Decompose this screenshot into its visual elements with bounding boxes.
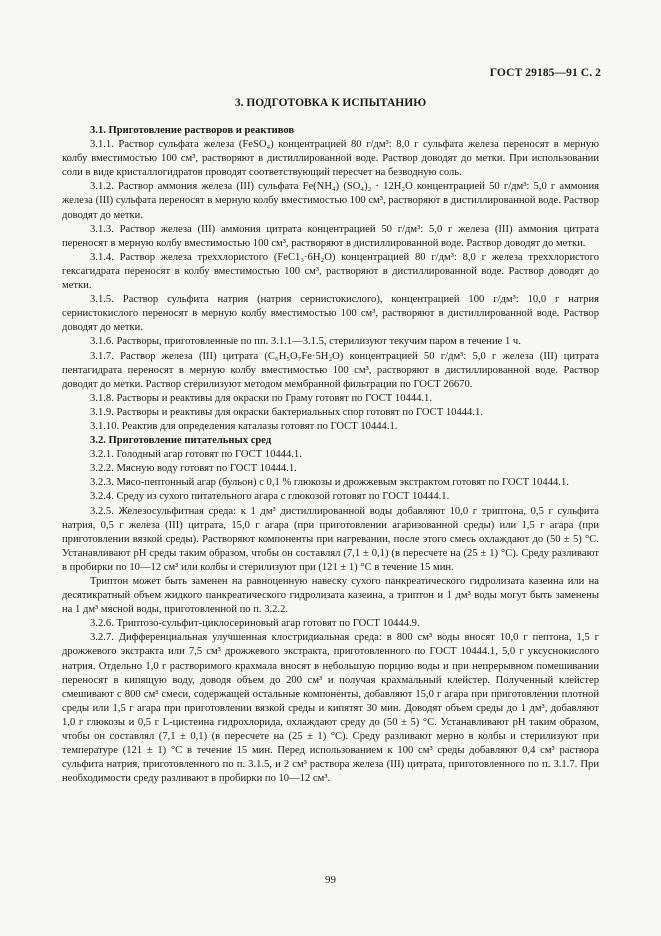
paragraph: 3.1.7. Раствор железа (III) цитрата (C₆H₅O₇Fe·5H₂O) концентрацией 50 г/дм³: 5,0 г железа (III) цитрата пентагидрата переносят в мерную колбу вместимостью 100 см³, растворяют в дистиллированной воде. Раствор доводят до метки. Раствор стерилизуют методом мембранной фильтрации по ГОСТ 26670. xyxy=(62,350,599,390)
paragraph: 3.1.1. Раствор сульфата железа (FeSO₄) концентрацией 80 г/дм³: 8,0 г сульфата железа переносят в мерную колбу вместимостью 100 см³, растворяют в дистиллированной воде. Раствор доводят до метки. При использовании соли в виде кристаллогидратов проводят соответствующий пересчет на безводную соль. xyxy=(62,139,599,179)
paragraph: 3.1.3. Раствор железа (III) аммония цитрата концентрацией 50 г/дм³: 5,0 г железа (III) аммония цитрата переносят в мерную колбу вместимостью 100 см³, растворяют в дистиллированной воде. Раствор доводят до метки. xyxy=(62,223,599,249)
paragraph: 3.1.9. Растворы и реактивы для окраски бактериальных спор готовят по ГОСТ 10444.1. xyxy=(90,406,483,418)
paragraph: 3.2.3. Мясо-пептонный агар (бульон) с 0,1 % глюкозы и дрожжевым экстрактом готовят по ГОСТ 10444.1. xyxy=(90,477,569,489)
paragraph: 3.2.6. Триптозо-сульфит-циклосериновый агар готовят по ГОСТ 10444.9. xyxy=(90,618,420,630)
paragraph: 3.2.1. Голодный агар готовят по ГОСТ 10444.1. xyxy=(90,449,302,461)
paragraph: 3.2.5. Железосульфитная среда: к 1 дм³ дистиллированной воды добавляют 10,0 г триптона, 0,5 г сульфита натрия, 0,5 г железа (III) цитрата, 15,0 г агара (при приготовлении агаризованной среды) или 1,5 г агара (при приготовлении вязкой среды). Растворяют компоненты при нагревании, после этого смесь охлаждают до (50 ± 5) °С. Устанавливают рН среды таким образом, чтобы он составлял (7,1 ± 0,1) (в пересчете на (25 ± 1) °С). Среду разливают в пробирки по 10—12 см³ или колбы и стерилизуют при (121 ± 1) °С в течение 15 мин. xyxy=(62,505,599,573)
paragraph: 3.1.8. Растворы и реактивы для окраски по Граму готовят по ГОСТ 10444.1. xyxy=(90,392,433,404)
paragraph: 3.1.10. Реактив для определения каталазы готовят по ГОСТ 10444.1. xyxy=(90,420,398,432)
section-body xyxy=(62,124,599,786)
paragraph: Триптон может быть заменен на равноценную навеску сухого панкреатического гидролизата казеина или на десятикратный объем жидкого панкреатического гидролизата казеина, а триптон и 1 дм³ воды могут быть заменены на 1 дм³ мясной воды, приготовленной по п. 3.2.2. xyxy=(62,576,599,616)
document-header: ГОСТ 29185—91 С. 2 xyxy=(489,67,601,79)
paragraph: 3.1.6. Растворы, приготовленные по пп. 3.1.1—3.1.5, стерилизуют текучим паром в течение 1 ч. xyxy=(90,336,521,348)
section-title: 3. ПОДГОТОВКА К ИСПЫТАНИЮ xyxy=(234,97,427,109)
paragraph: 3.2.2. Мясную воду готовят по ГОСТ 10444.1. xyxy=(90,463,297,475)
subsection-heading: 3.1. Приготовление растворов и реактивов xyxy=(90,125,295,136)
page-number: 99 xyxy=(325,874,336,886)
paragraph: 3.1.2. Раствор аммония железа (III) сульфата Fe(NH₄) (SO₄)₂ · 12H₂O концентрацией 50 г/дм³: 5,0 г аммония железа (III) сульфата переносят в мерную колбу вместимостью 100 см³, растворяют в дистиллированной воде. Раствор доводят до метки. xyxy=(62,181,599,221)
subsection-heading: 3.2. Приготовление питательных сред xyxy=(90,435,272,447)
paragraph: 3.2.7. Дифференциальная улучшенная клостридиальная среда: в 800 см³ воды вносят 10,0 г пептона, 1,5 г дрожжевого экстракта или 7,5 см³ дрожжевого экстракта, приготовленного по ГОСТ 10444.1, 5,0 г уксуснокислого натрия. Отдельно 1,0 г растворимого крахмала вносят в небольшую порцию воды и при непрерывном помешивании переносят в кипящую воду, доводя объем до 200 см³ и получая крахмальный клейстер. Полученный клейстер смешивают с 800 см³ смеси, содержащей остальные компоненты, добавляют 15,0 г агара при приготовлении плотной среды или 1,5 г агара при приготовлении вязкой среды и кипятят 30 мин. Доводят объем среды до 1 дм³, добавляют 1,0 г глюкозы и 0,5 г L-цистеина гидрохлорида, охлаждают среду до (50 ± 5) °С. Устанавливают рН таким образом, чтобы он составлял (7,1 ± 0,1) (в пересчете на (25 ± 1) °С). Среду разливают мерно в колбы и стерилизуют при температуре (121 ± 1) °С в течение 15 мин. Перед использованием к 100 см³ среды добавляют 0,4 см³ раствора сульфита натрия, приготовленного по п. 3.1.5, и 2 см³ раствора железа (III) цитрата, приготовленного по п. 3.1.7. При необходимости среду разливают в пробирки по 10—12 см³. xyxy=(62,632,599,785)
paragraph: 3.1.4. Раствор железа треххлористого (FeC1₃·6H₂O) концентрацией 80 г/дм³: 8,0 г железа треххлористого гексагидрата переносят в колбу вместимостью 100 см³, растворяют в дистиллированной воде. Раствор доводят до метки. xyxy=(62,251,599,292)
paragraph: 3.2.4. Среду из сухого питательного агара с глюкозой готовят по ГОСТ 10444.1. xyxy=(90,491,450,503)
paragraph: 3.1.5. Раствор сульфита натрия (натрия сернистокислого), концентрацией 100 г/дм³: 10,0 г натрия сернистокислого переносят в мерную колбу вместимостью 100 см³, растворяют в дистиллированной воде. Раствор доводят до метки. xyxy=(62,294,599,334)
